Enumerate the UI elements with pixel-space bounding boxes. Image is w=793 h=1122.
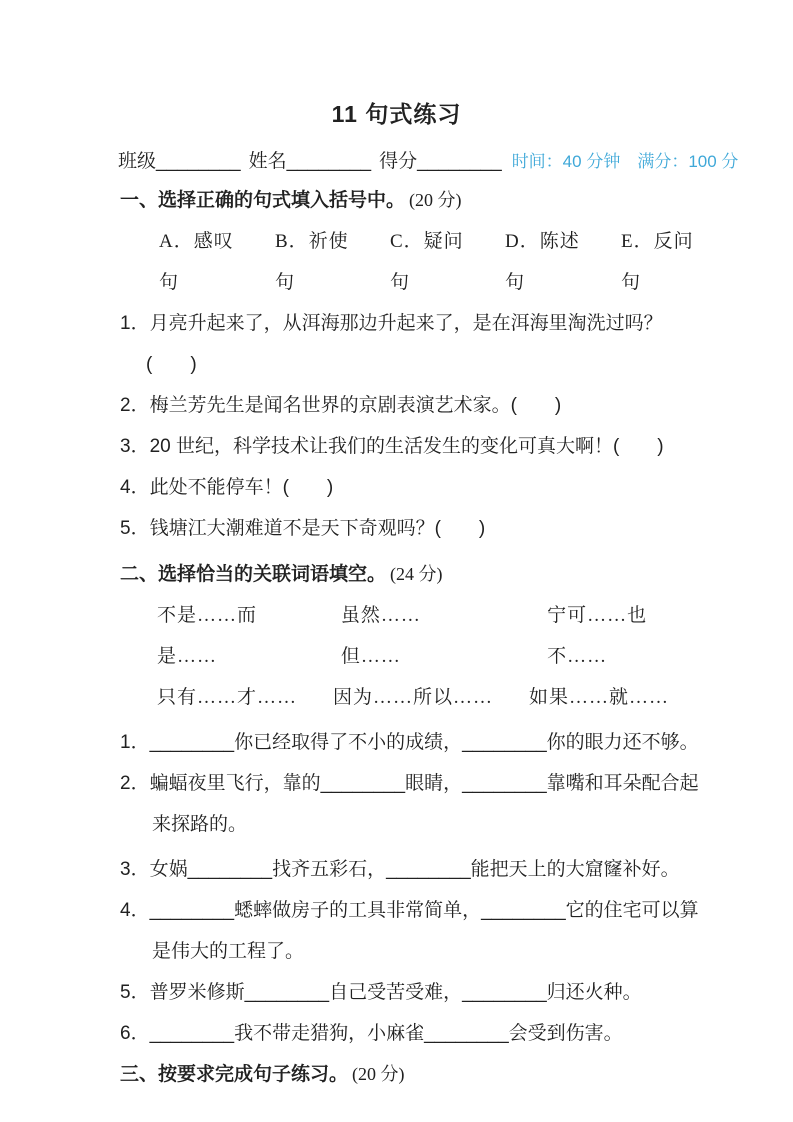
word-bank-item: 如果……就……	[529, 687, 670, 708]
section-1-question-1-answer-slot: ( )	[146, 354, 197, 375]
word-bank	[120, 595, 705, 718]
worksheet-body	[120, 180, 705, 1095]
score-field	[379, 146, 502, 173]
word-bank-item: 虽然……但……	[340, 605, 421, 667]
section-1-points: (20 分)	[409, 190, 462, 210]
score-blank-line: ________	[417, 151, 502, 172]
option-b: B．祈使句	[274, 231, 349, 293]
class-label: 班级	[118, 151, 157, 172]
section-2-question-1: 1．________你已经取得了不小的成绩，________你的眼力还不够。	[120, 732, 699, 753]
section-2-points: (24 分)	[390, 564, 443, 584]
word-bank-row-2	[120, 677, 705, 718]
class-field	[118, 146, 241, 173]
section-1-title: 一、选择正确的句式填入括号中。	[120, 190, 406, 211]
name-label: 姓名	[248, 151, 287, 172]
word-bank-item: 只有……才……	[157, 687, 298, 708]
section-1-question-5: 5．钱塘江大潮难道不是天下奇观吗？( )	[120, 518, 486, 539]
word-bank-item: 因为……所以……	[333, 687, 494, 708]
option-d: D．陈述句	[505, 231, 580, 293]
class-blank-line: ________	[156, 151, 241, 172]
section-3-heading	[120, 1054, 705, 1095]
section-2-heading	[120, 554, 705, 595]
page-title: 11 句式练习	[331, 101, 462, 127]
section-2-question-2: 2．蝙蝠夜里飞行，靠的________眼睛，________靠嘴和耳朵配合起来探路的。	[120, 773, 699, 835]
section-2-question-6: 6．________我不带走猎狗，小麻雀________会受到伤害。	[120, 1023, 623, 1044]
section-1-heading	[120, 180, 705, 221]
word-bank-row-1	[120, 595, 705, 677]
section-3-title: 三、按要求完成句子练习。	[120, 1064, 349, 1085]
name-field	[249, 146, 372, 173]
section-1-option-list	[120, 221, 705, 303]
student-info-fields	[118, 146, 502, 173]
section-2-question-4: 4．________蟋蟀做房子的工具非常简单，________它的住宅可以算是伟大的工程了。	[120, 900, 699, 962]
word-bank-item: 不是……而是……	[157, 605, 258, 667]
section-1-question-2: 2．梅兰芳先生是闻名世界的京剧表演艺术家。( )	[120, 395, 562, 416]
word-bank-item: 宁可……也不……	[547, 605, 648, 667]
section-1-question-4: 4．此处不能停车！( )	[120, 477, 334, 498]
score-label: 得分	[379, 151, 418, 172]
exam-time-info: 时间：40 分钟 满分：100 分	[511, 152, 739, 171]
section-2-question-5: 5．普罗米修斯________自己受苦受难，________归还火种。	[120, 982, 642, 1003]
option-a: A．感叹句	[159, 231, 234, 293]
name-blank-line: ________	[286, 151, 372, 172]
section-1-question-3: 3．20 世纪，科学技术让我们的生活发生的变化可真大啊！( )	[120, 436, 664, 457]
section-3-points: (20 分)	[352, 1064, 405, 1084]
option-c: C．疑问句	[389, 231, 464, 293]
section-1-question-1: 1．月亮升起来了，从洱海那边升起来了，是在洱海里淘洗过吗？	[120, 313, 663, 334]
student-info-row	[118, 146, 739, 173]
section-2-title: 二、选择恰当的关联词语填空。	[120, 564, 387, 585]
section-2-question-3: 3．女娲________找齐五彩石，________能把天上的大窟窿补好。	[120, 859, 680, 880]
option-e: E．反问句	[620, 231, 694, 293]
